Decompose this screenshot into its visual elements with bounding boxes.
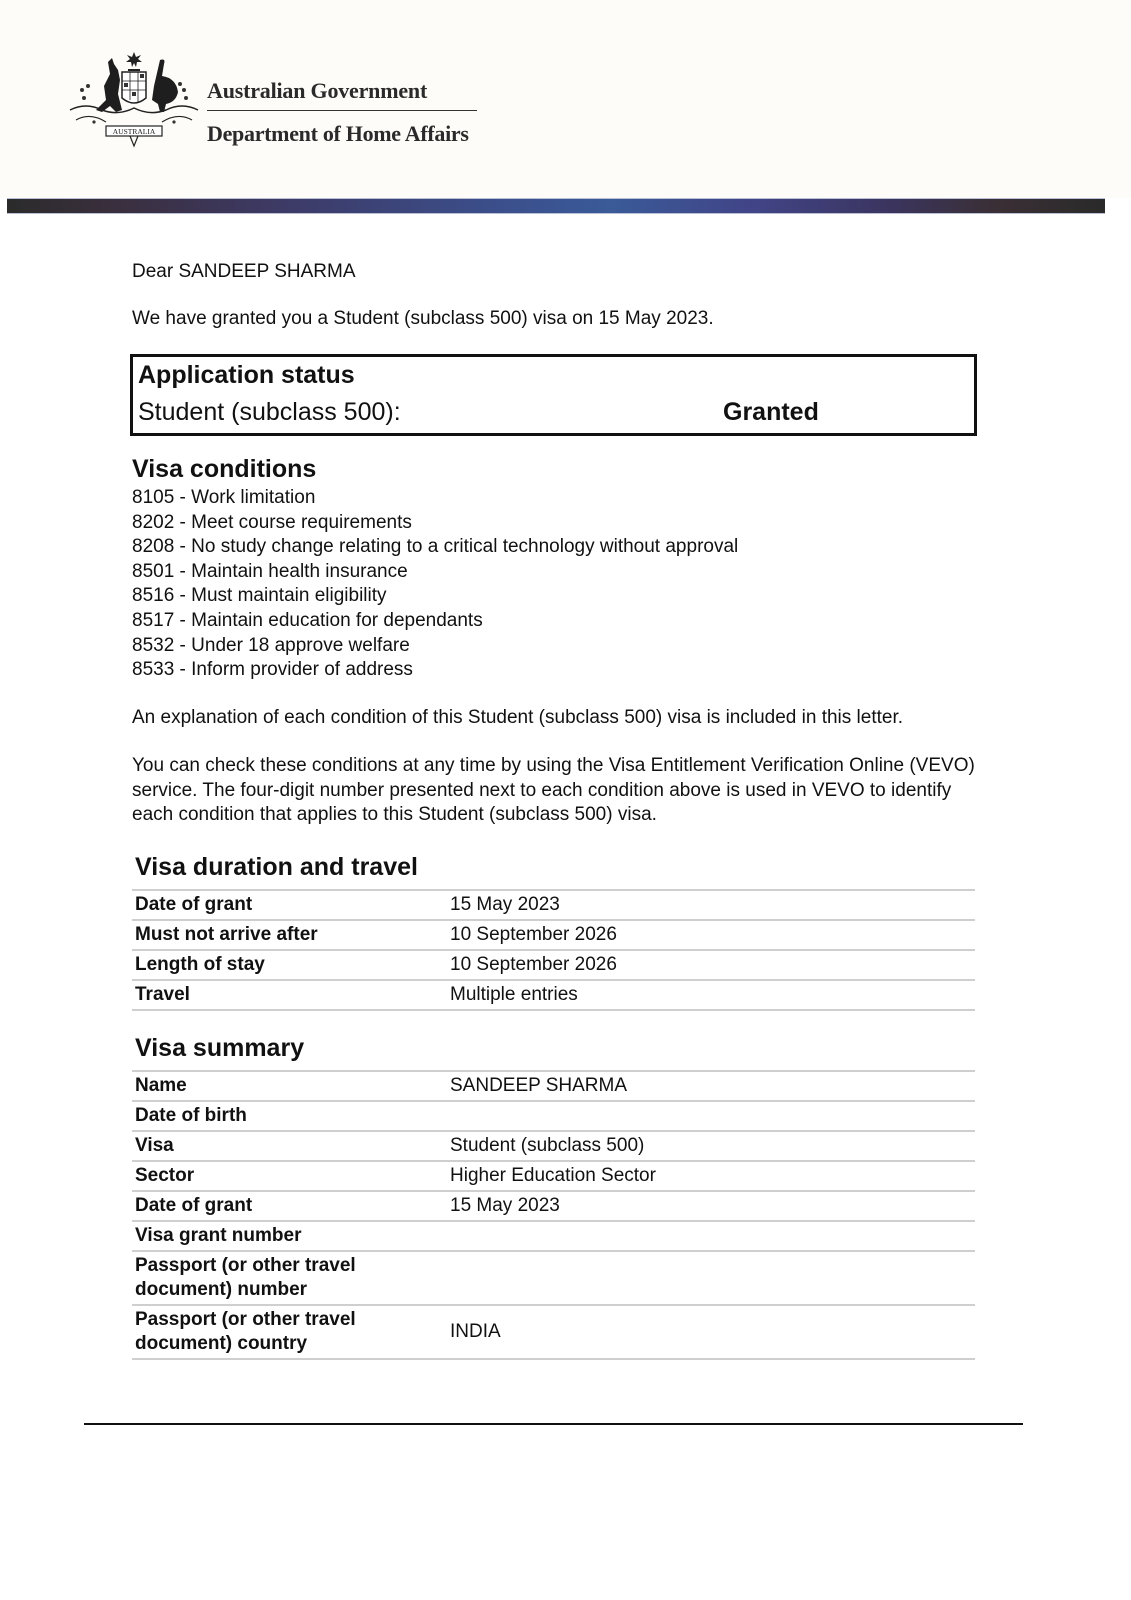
condition-item: 8105 - Work limitation	[132, 487, 316, 508]
status-badge: Granted	[723, 398, 819, 426]
government-name: Australian Government	[207, 78, 428, 103]
table-row	[132, 950, 975, 980]
row-value: SANDEEP SHARMA	[447, 1071, 975, 1101]
row-label: Date of birth	[132, 1101, 447, 1131]
status-heading: Application status	[138, 361, 355, 389]
row-label: Sector	[132, 1161, 447, 1191]
application-status-box	[130, 354, 977, 436]
status-visa-label: Student (subclass 500):	[138, 398, 401, 426]
conditions-explanation: An explanation of each condition of this Student (subclass 500) visa is included in this letter.	[132, 707, 904, 728]
grant-intro: We have granted you a Student (subclass 500) visa on 15 May 2023.	[132, 308, 714, 329]
table-row	[132, 1191, 975, 1221]
salutation: Dear SANDEEP SHARMA	[132, 261, 356, 282]
row-value	[447, 1101, 975, 1131]
table-row	[132, 1221, 975, 1251]
row-value	[447, 1251, 975, 1305]
australian-coat-of-arms-icon	[66, 50, 202, 150]
table-row	[132, 980, 975, 1010]
visa-conditions-heading: Visa conditions	[132, 455, 317, 483]
table-row	[132, 920, 975, 950]
table-row	[132, 1305, 975, 1359]
svg-text:AUSTRALIA: AUSTRALIA	[112, 127, 156, 136]
condition-item: 8208 - No study change relating to a critical technology without approval	[132, 536, 739, 558]
row-value: Student (subclass 500)	[447, 1131, 975, 1161]
row-label: Date of grant	[132, 890, 447, 920]
row-label: Passport (or other travel document) country	[132, 1305, 447, 1359]
row-value: 15 May 2023	[447, 890, 975, 920]
condition-item: 8533 - Inform provider of address	[132, 659, 413, 681]
letterhead-divider	[207, 110, 477, 111]
row-label: Visa	[132, 1131, 447, 1161]
row-value: Multiple entries	[447, 980, 975, 1010]
row-label: Travel	[132, 980, 447, 1010]
visa-duration-table	[132, 889, 975, 1011]
row-label: Visa grant number	[132, 1221, 447, 1251]
header-gradient-band	[7, 198, 1105, 214]
row-label: Name	[132, 1071, 447, 1101]
table-row	[132, 1161, 975, 1191]
visa-summary-heading: Visa summary	[135, 1034, 305, 1062]
footer-divider	[84, 1423, 1023, 1425]
row-label: Date of grant	[132, 1191, 447, 1221]
row-value: 15 May 2023	[447, 1191, 975, 1221]
department-name: Department of Home Affairs	[207, 121, 469, 146]
condition-item: 8516 - Must maintain eligibility	[132, 585, 387, 607]
condition-item: 8517 - Maintain education for dependants	[132, 609, 483, 631]
visa-conditions-list	[132, 486, 738, 683]
table-row	[132, 1131, 975, 1161]
row-label: Length of stay	[132, 950, 447, 980]
table-row	[132, 1251, 975, 1305]
row-value: Higher Education Sector	[447, 1161, 975, 1191]
table-row	[132, 1101, 975, 1131]
row-label: Must not arrive after	[132, 920, 447, 950]
row-label: Passport (or other travel document) number	[132, 1251, 447, 1305]
condition-item: 8532 - Under 18 approve welfare	[132, 634, 410, 656]
row-value	[447, 1221, 975, 1251]
visa-duration-heading: Visa duration and travel	[135, 853, 418, 881]
row-value: INDIA	[447, 1305, 975, 1359]
table-row	[132, 890, 975, 920]
table-row	[132, 1071, 975, 1101]
vevo-paragraph: You can check these conditions at any time by using the Visa Entitlement Verification Online (VEVO) service. The four-digit number presented next to each condition above is used in VEVO to identify each condition that applies to this Student (subclass 500) visa.	[132, 755, 975, 825]
row-value: 10 September 2026	[447, 920, 975, 950]
condition-item: 8501 - Maintain health insurance	[132, 560, 408, 582]
row-value: 10 September 2026	[447, 950, 975, 980]
visa-summary-table	[132, 1070, 975, 1360]
condition-item: 8202 - Meet course requirements	[132, 511, 412, 533]
letterhead	[0, 0, 1131, 198]
